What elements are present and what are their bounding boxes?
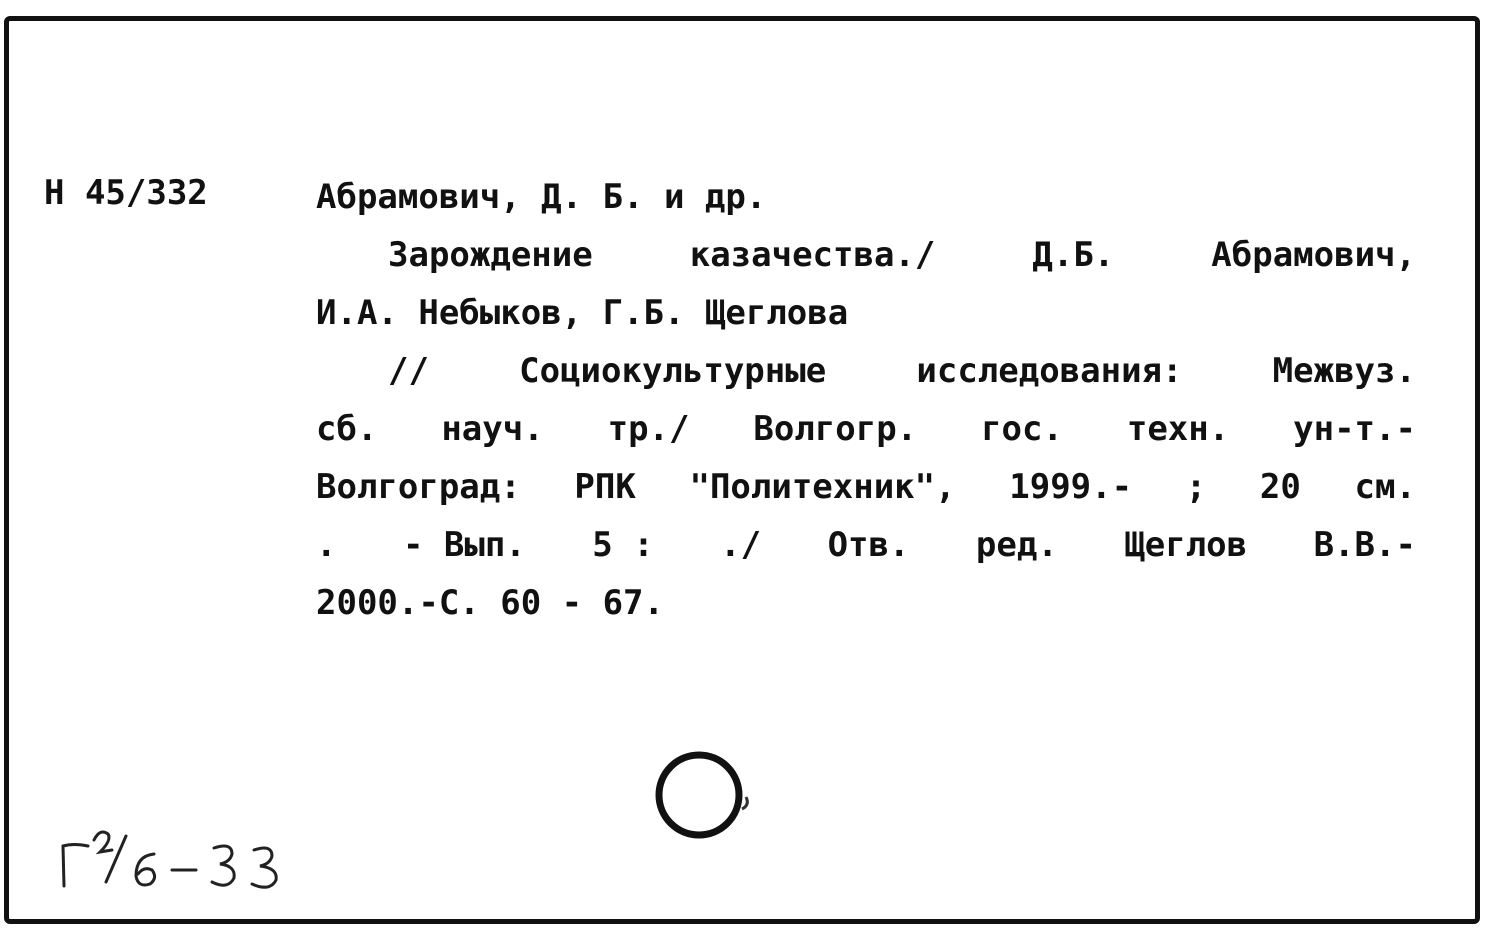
- entry-word: техн.: [1126, 409, 1230, 449]
- entry-word: 20: [1259, 467, 1301, 507]
- entry-word: гос.: [981, 409, 1063, 449]
- entry-line-4: [316, 342, 1416, 400]
- entry-word: "Политехник",: [689, 467, 956, 507]
- entry-word: см.: [1354, 467, 1416, 507]
- punch-hole: [650, 745, 770, 845]
- entry-line-2: [316, 226, 1416, 284]
- entry-line-1: [316, 168, 1416, 226]
- entry-word: тр./: [607, 409, 690, 449]
- entry-word: Зарождение: [388, 235, 593, 275]
- entry-line-5: [316, 400, 1416, 458]
- entry-line-3: [316, 284, 1416, 342]
- entry-word: 1999.-: [1009, 467, 1133, 507]
- entry-word: И.А. Небыков, Г.Б. Щеглова: [316, 293, 849, 333]
- entry-word: науч.: [441, 409, 544, 449]
- entry-word: Абрамович,: [1211, 235, 1416, 275]
- entry-word: Волгоград:: [316, 467, 521, 507]
- entry-word: Волгогр.: [753, 409, 918, 449]
- entry-word: .: [316, 525, 337, 565]
- entry-word: ред.: [975, 525, 1058, 565]
- entry-word: Отв.: [827, 525, 910, 565]
- entry-word: ун-т.-: [1293, 409, 1416, 449]
- entry-word: //: [388, 351, 429, 391]
- entry-word: - Вып.: [402, 525, 526, 565]
- entry-word: сб.: [316, 409, 378, 449]
- entry-word: 2000.-С. 60 - 67.: [316, 583, 664, 623]
- entry-word: ;: [1185, 467, 1207, 507]
- entry-word: Социокультурные: [519, 351, 827, 391]
- entry-author: Абрамович, Д. Б. и др.: [316, 177, 767, 217]
- entry-word: исследования:: [916, 351, 1183, 391]
- entry-word: В.В.-: [1313, 525, 1416, 565]
- entry-word: Межвуз.: [1272, 351, 1416, 391]
- entry-line-6: [316, 458, 1416, 516]
- handwritten-code: [56, 826, 316, 896]
- entry-line-8: [316, 574, 1416, 632]
- entry-word: Д.Б.: [1032, 235, 1115, 275]
- entry-word: РПК: [574, 467, 636, 507]
- entry-word: 5 :: [592, 525, 654, 565]
- shelfmark: Н 45/332: [44, 173, 208, 213]
- bibliographic-entry: [316, 168, 1416, 632]
- entry-line-7: [316, 516, 1416, 574]
- entry-word: ./: [720, 525, 762, 565]
- entry-word: казачества./: [689, 235, 936, 275]
- entry-word: Щеглов: [1124, 525, 1248, 565]
